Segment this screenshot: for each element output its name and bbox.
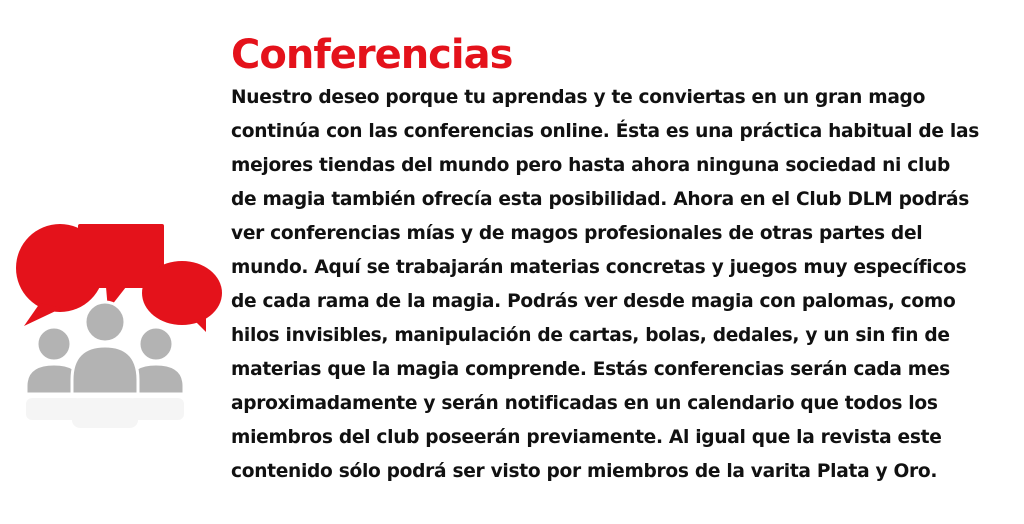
paragraph-line: materias que la magia comprende. Estás conferencias serán cada mes bbox=[231, 359, 950, 380]
conference-people-speech-bubbles-icon bbox=[10, 218, 230, 438]
paragraph-line: de cada rama de la magia. Podrás ver desde magia con palomas, como bbox=[231, 291, 956, 312]
paragraph-line: miembros del club poseerán previamente. Al igual que la revista este bbox=[231, 427, 942, 448]
paragraph-line: Nuestro deseo porque tu aprendas y te conviertas en un gran mago bbox=[231, 87, 926, 108]
description-paragraph bbox=[231, 81, 1011, 489]
paragraph-line: mejores tiendas del mundo pero hasta ahora ninguna sociedad ni club bbox=[231, 155, 951, 176]
page-title: Conferencias bbox=[231, 32, 513, 78]
paragraph-line: ver conferencias mías y de magos profesionales de otras partes del bbox=[231, 223, 923, 244]
paragraph-line: contenido sólo podrá ser visto por miembros de la varita Plata y Oro. bbox=[231, 461, 938, 482]
paragraph-line: continúa con las conferencias online. Ésta es una práctica habitual de las bbox=[231, 121, 979, 142]
paragraph-line: de magia también ofrecía esta posibilidad. Ahora en el Club DLM podrás bbox=[231, 189, 969, 210]
content-block bbox=[231, 30, 1011, 489]
paragraph-line: aproximadamente y serán notificadas en un calendario que todos los bbox=[231, 393, 938, 414]
paragraph-line: mundo. Aquí se trabajarán materias concretas y juegos muy específicos bbox=[231, 257, 967, 278]
right-speech-bubble-icon bbox=[142, 261, 222, 332]
paragraph-line: hilos invisibles, manipulación de cartas, bolas, dedales, y un sin fin de bbox=[231, 325, 950, 346]
center-person-icon bbox=[72, 302, 138, 394]
people-reflection bbox=[26, 398, 184, 428]
